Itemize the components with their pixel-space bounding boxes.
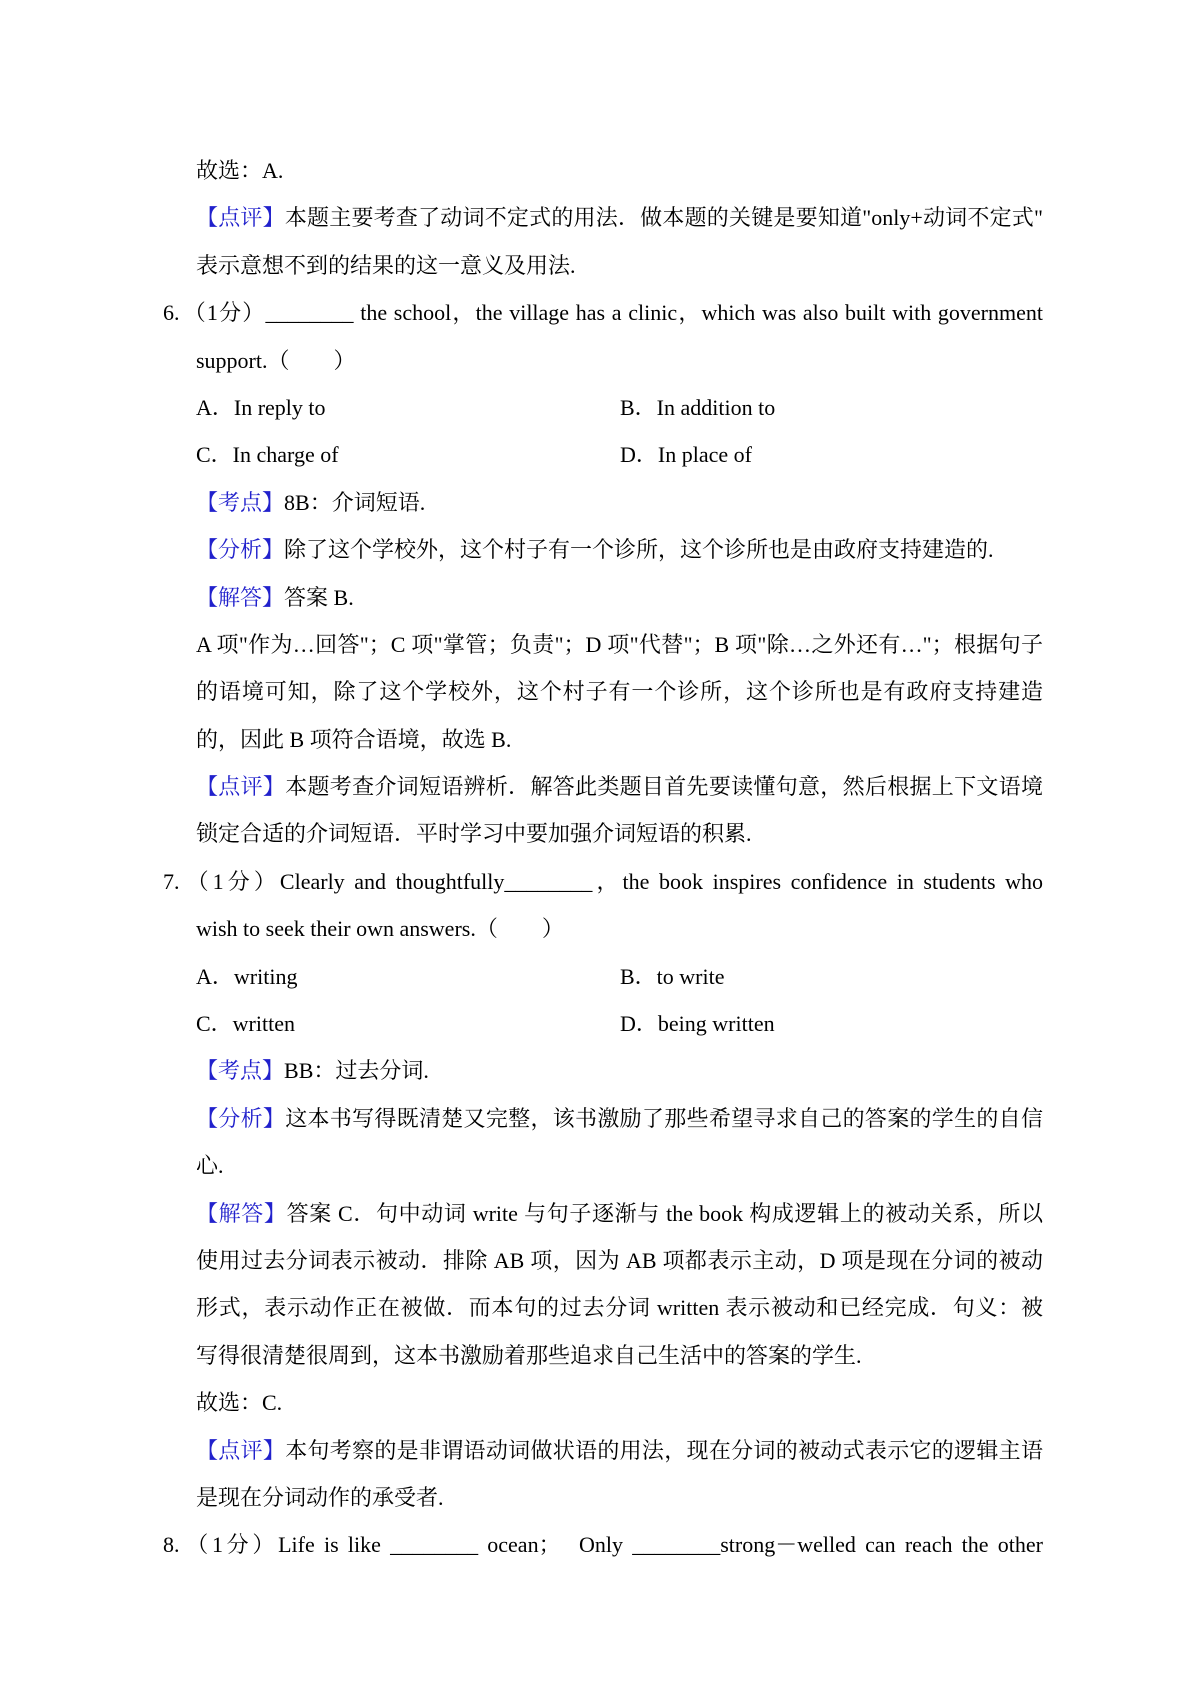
line-text: 故选：C.	[196, 1390, 283, 1416]
solution-detail-line	[0, 1284, 1043, 1331]
line-text: 使用过去分词表示被动．排除 AB 项，因为 AB 项都表示主动，D 项是现在分词的被动	[196, 1247, 1043, 1273]
comment-line	[0, 1427, 1043, 1474]
line-text: 除了这个学校外，这个村子有一个诊所，这个诊所也是由政府支持建造的.	[284, 537, 994, 563]
line-text: 心.	[196, 1153, 224, 1179]
question-8-line	[0, 1521, 1043, 1568]
exam-point-line	[0, 1047, 1200, 1094]
line-text: 写得很清楚很周到，这本书激励着那些追求自己生活中的答案的学生.	[196, 1342, 862, 1368]
option-a: A．writing	[196, 963, 298, 989]
question-7-line	[0, 858, 1043, 905]
solution-detail-line	[0, 716, 1200, 763]
solution-detail-line	[0, 621, 1043, 668]
line-text: BB：过去分词.	[284, 1058, 429, 1084]
question-text: support.（ ）	[196, 347, 356, 373]
options-row-ab	[0, 384, 1200, 431]
analysis-label: 【分析】	[196, 1105, 286, 1131]
solution-detail-line	[0, 668, 1043, 715]
line-text: 故选：A.	[196, 158, 284, 183]
line-text: 锁定合适的介词短语．平时学习中要加强介词短语的积累.	[196, 821, 752, 847]
line-text: 本题主要考查了动词不定式的用法．做本题的关键是要知道"only+动词不定式"	[284, 205, 1043, 231]
comment-label: 【点评】	[196, 205, 285, 231]
comment-label: 【点评】	[196, 774, 286, 800]
line-text: 形式，表示动作正在被做．而本句的过去分词 written 表示被动和已经完成．句义：被	[196, 1295, 1043, 1321]
comment-label: 【点评】	[196, 1437, 286, 1463]
option-d: D．In place of	[620, 442, 752, 468]
exam-point-label: 【考点】	[196, 1058, 285, 1084]
option-c: C．In charge of	[196, 442, 339, 468]
answer-choice-line	[0, 1379, 1200, 1426]
solution-label: 【解答】	[196, 584, 285, 610]
answer-choice-line	[0, 147, 1200, 194]
line-text: 表示意想不到的结果的这一意义及用法.	[196, 252, 576, 278]
analysis-line	[0, 1095, 1043, 1142]
options-row-cd	[0, 431, 1200, 478]
analysis-label: 【分析】	[196, 537, 285, 563]
comment-line	[0, 763, 1043, 810]
line-text: 答案 B.	[284, 584, 354, 610]
line-text: 的语境可知，除了这个学校外，这个村子有一个诊所，这个诊所也是有政府支持建造	[196, 679, 1043, 705]
question-number: 7.	[163, 868, 180, 894]
solution-line	[0, 1190, 1043, 1237]
line-text: 这本书写得既清楚又完整，该书激励了那些希望寻求自己的答案的学生的自信	[285, 1105, 1043, 1131]
question-text: （1分）Life is like ________ ocean； Only ________strong－welled can reach the other	[182, 1532, 1043, 1558]
question-text: wish to seek their own answers.（ ）	[196, 916, 564, 942]
exam-point-label: 【考点】	[196, 489, 285, 515]
option-d: D．being written	[620, 1011, 775, 1037]
option-c: C．written	[196, 1011, 295, 1037]
option-a: A．In reply to	[196, 394, 326, 420]
solution-label: 【解答】	[196, 1200, 287, 1226]
analysis-line-continued	[0, 1142, 1200, 1189]
question-number: 8.	[163, 1532, 180, 1558]
question-text: （1分）Clearly and thoughtfully________，the book inspires confidence in students who	[182, 868, 1043, 894]
comment-line-continued	[0, 1474, 1200, 1521]
option-b: B．to write	[620, 963, 725, 989]
exam-point-line	[0, 479, 1200, 526]
line-text: 8B：介词短语.	[284, 489, 426, 515]
solution-detail-line	[0, 1332, 1200, 1379]
options-row-ab	[0, 953, 1200, 1000]
line-text: 本题考查介词短语辨析．解答此类题目首先要读懂句意，然后根据上下文语境	[285, 774, 1043, 800]
line-text: 的，因此 B 项符合语境，故选 B.	[196, 726, 512, 752]
comment-line-continued	[0, 810, 1200, 857]
solution-line	[0, 574, 1200, 621]
exam-answer-content	[0, 147, 1200, 1569]
line-text: 是现在分词动作的承受者.	[196, 1484, 444, 1510]
solution-detail-line	[0, 1237, 1043, 1284]
line-text: 答案 C．句中动词 write 与句子逐渐与 the book 构成逻辑上的被动关系，所以	[286, 1200, 1043, 1226]
analysis-line	[0, 526, 1200, 573]
line-text: A 项"作为…回答"；C 项"掌管；负责"；D 项"代替"；B 项"除…之外还有…"；根据句子	[196, 631, 1043, 657]
comment-line-continued	[0, 242, 1200, 289]
line-text: 本句考察的是非谓语动词做状语的用法，现在分词的被动式表示它的逻辑主语	[285, 1437, 1043, 1463]
options-row-cd	[0, 1000, 1200, 1047]
comment-line	[0, 194, 1043, 241]
option-b: B．In addition to	[620, 394, 776, 420]
question-7-continued	[0, 905, 1200, 952]
question-number: 6.	[163, 300, 180, 326]
question-6-line	[0, 289, 1043, 336]
question-6-continued	[0, 337, 1200, 384]
question-text: （1分）________ the school，the village has a clinic，which was also built with government	[182, 300, 1043, 326]
